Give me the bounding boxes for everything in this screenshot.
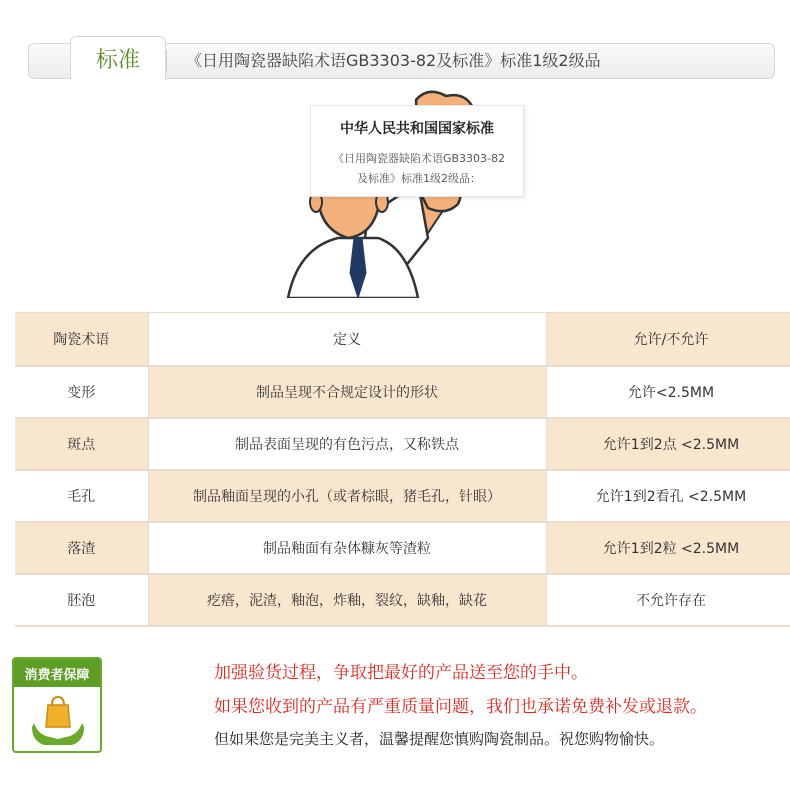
cell-definition: 制品釉面呈现的小孔（或者棕眼，猪毛孔，针眼） [148,470,546,522]
header-term: 陶瓷术语 [15,313,148,366]
cell-definition: 疙瘩，泥渣，釉泡，炸釉，裂纹，缺釉，缺花 [148,574,546,626]
sign-line-2: 及标准》标准1级2级品： [357,172,481,185]
cell-term: 毛孔 [15,470,148,522]
cell-term: 变形 [15,366,148,418]
table-row [15,366,790,418]
cell-allowance: 允许1到2看孔 <2.5MM [546,470,790,522]
cell-allowance: 允许1到2点 <2.5MM [546,418,790,470]
header-allowance: 允许/不允许 [546,313,790,366]
table-row [15,574,790,626]
guarantee-line-1: 加强验货过程，争取把最好的产品送至您的手中。 [214,663,588,683]
badge-label: 消费者保障 [14,659,100,687]
cell-term: 斑点 [15,418,148,470]
table-row [15,418,790,470]
defect-standards-table [15,312,790,627]
shopping-bag-hands-icon [30,693,86,749]
guarantee-line-3: 但如果您是完美主义者，温馨提醒您慎购陶瓷制品。祝您购物愉快。 [214,730,665,748]
sign-title: 中华人民共和国国家标准 [340,121,494,137]
cell-term: 胚泡 [15,574,148,626]
cell-allowance: 允许<2.5MM [546,366,790,418]
cell-definition: 制品表面呈现的有色污点，又称铁点 [148,418,546,470]
cell-term: 落渣 [15,522,148,574]
table-row [15,470,790,522]
header-divider [166,50,167,72]
table-row [15,522,790,574]
sign-line-1: 《日用陶瓷器缺陷术语GB3303-82 [332,152,506,165]
cell-definition: 制品呈现不合规定设计的形状 [148,366,546,418]
cell-allowance: 不允许存在 [546,574,790,626]
consumer-guarantee-badge [12,657,102,753]
cell-definition: 制品釉面有杂体糠灰等渣粒 [148,522,546,574]
header-tab: 标准 [70,36,166,80]
header-definition: 定义 [148,313,546,366]
cell-allowance: 允许1到2粒 <2.5MM [546,522,790,574]
table-header-row [15,313,790,366]
guarantee-line-2: 如果您收到的产品有严重质量问题，我们也承诺免费补发或退款。 [214,697,707,717]
header-title: 《日用陶瓷器缺陷术语GB3303-82及标准》标准1级2级品 [186,51,601,70]
